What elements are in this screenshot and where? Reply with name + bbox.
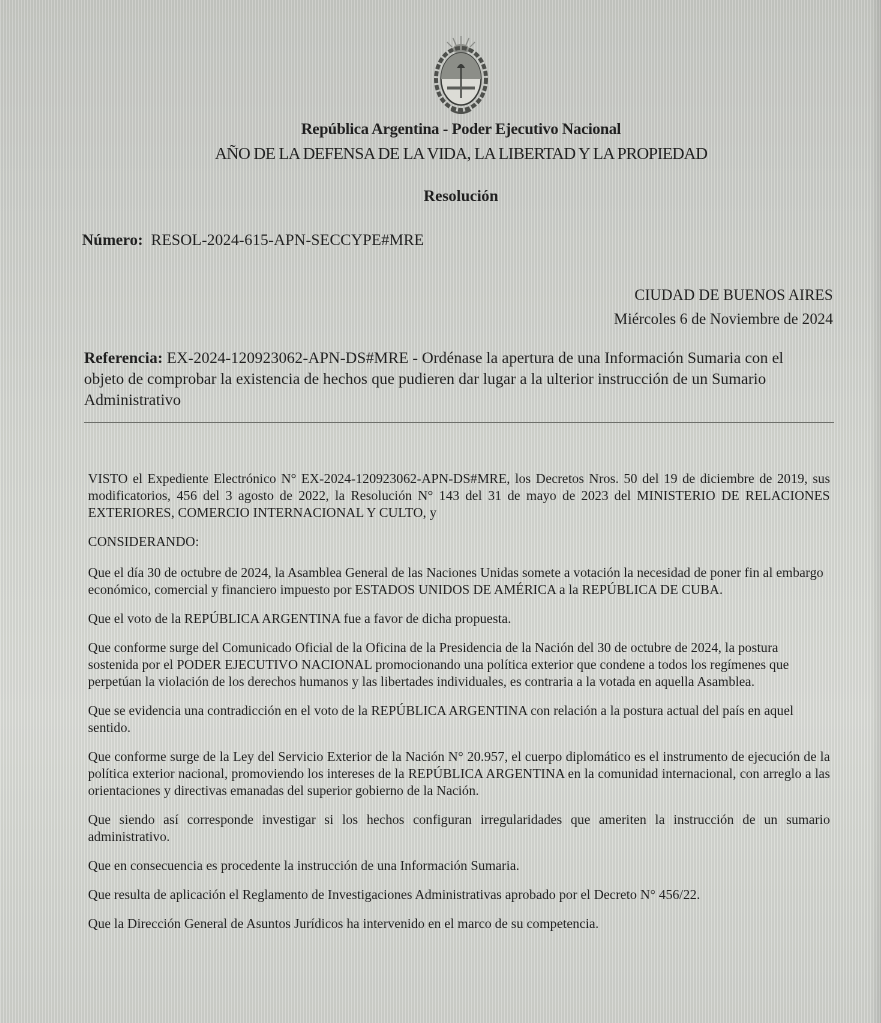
reference-block xyxy=(84,348,824,411)
paragraph: Que en consecuencia es procedente la instrucción de una Información Sumaria. xyxy=(88,858,520,873)
paragraph: Que el voto de la REPÚBLICA ARGENTINA fue a favor de dicha propuesta. xyxy=(88,611,512,626)
year-motto: AÑO DE LA DEFENSA DE LA VIDA, LA LIBERTAD Y LA PROPIEDAD xyxy=(214,144,708,163)
paragraph: Que conforme surge de la Ley del Servicio Exterior de la Nación N° 20.957, el cuerpo diplomático es el instrumento de ejecución de la política exterior nacional, promoviendo los intereses de la REPÚBLICA ARGENTINA en la comunidad internacional, con arreglo a las orientaciones y directivas emanadas del superior gobierno de la Nación. xyxy=(88,749,830,798)
paragraph: Que la Dirección General de Asuntos Jurídicos ha intervenido en el marco de su competencia. xyxy=(88,916,599,931)
paragraph: Que se evidencia una contradicción en el voto de la REPÚBLICA ARGENTINA con relación a la postura actual del país en aquel sentido. xyxy=(88,703,794,735)
considerando-heading: CONSIDERANDO: xyxy=(88,534,200,549)
city: CIUDAD DE BUENOS AIRES xyxy=(634,287,833,304)
numero-value: RESOL-2024-615-APN-SECCYPE#MRE xyxy=(151,232,424,249)
paragraph: Que conforme surge del Comunicado Oficial de la Oficina de la Presidencia de la Nación del 30 de octubre de 2024, la postura sostenida por el PODER EJECUTIVO NACIONAL promocionando una política exterior que condene a todos los regímenes que perpetúan la violación de los derechos humanos y las libertades individuales, es contraria a la votada en aquella Asamblea. xyxy=(88,640,789,689)
referencia-text: EX-2024-120923062-APN-DS#MRE - Ordénase la apertura de una Información Sumaria con el objeto de comprobar la existencia de hechos que pudieren dar lugar a la ulterior instrucción de un Sumario Administrativo xyxy=(84,350,784,409)
argentina-coat-of-arms-icon xyxy=(431,34,491,118)
resolution-number xyxy=(82,232,424,250)
document-body xyxy=(88,470,830,944)
paragraph: Que resulta de aplicación el Reglamento de Investigaciones Administrativas aprobado por el Decreto N° 456/22. xyxy=(88,887,701,902)
paragraph: Que el día 30 de octubre de 2024, la Asamblea General de las Naciones Unidas somete a votación la necesidad de poner fin al embargo económico, comercial y financiero impuesto por ESTADOS UNIDOS DE AMÉRICA a la REPÚBLICA DE CUBA. xyxy=(88,565,824,597)
document-type: Resolución xyxy=(423,188,499,205)
divider xyxy=(84,422,834,423)
referencia-label: Referencia: xyxy=(84,350,163,367)
paragraph: Que siendo así corresponde investigar si los hechos configuran irregularidades que ameriten la instrucción de un sumario administrativo. xyxy=(88,812,830,844)
issuer-title: República Argentina - Poder Ejecutivo Nacional xyxy=(301,121,621,138)
numero-label: Número: xyxy=(82,232,144,249)
visto-paragraph: VISTO el Expediente Electrónico N° EX-2024-120923062-APN-DS#MRE, los Decretos Nros. 50 del 19 de diciembre de 2019, sus modificatorios, 456 del 3 agosto de 2022, la Resolución N° 143 del 31 de mayo de 2023 del MINISTERIO DE RELACIONES EXTERIORES, COMERCIO INTERNACIONAL Y CULTO, y xyxy=(88,471,830,520)
place-and-date xyxy=(614,284,833,332)
screen-edge-shadow xyxy=(871,0,881,1023)
date: Miércoles 6 de Noviembre de 2024 xyxy=(613,311,833,328)
